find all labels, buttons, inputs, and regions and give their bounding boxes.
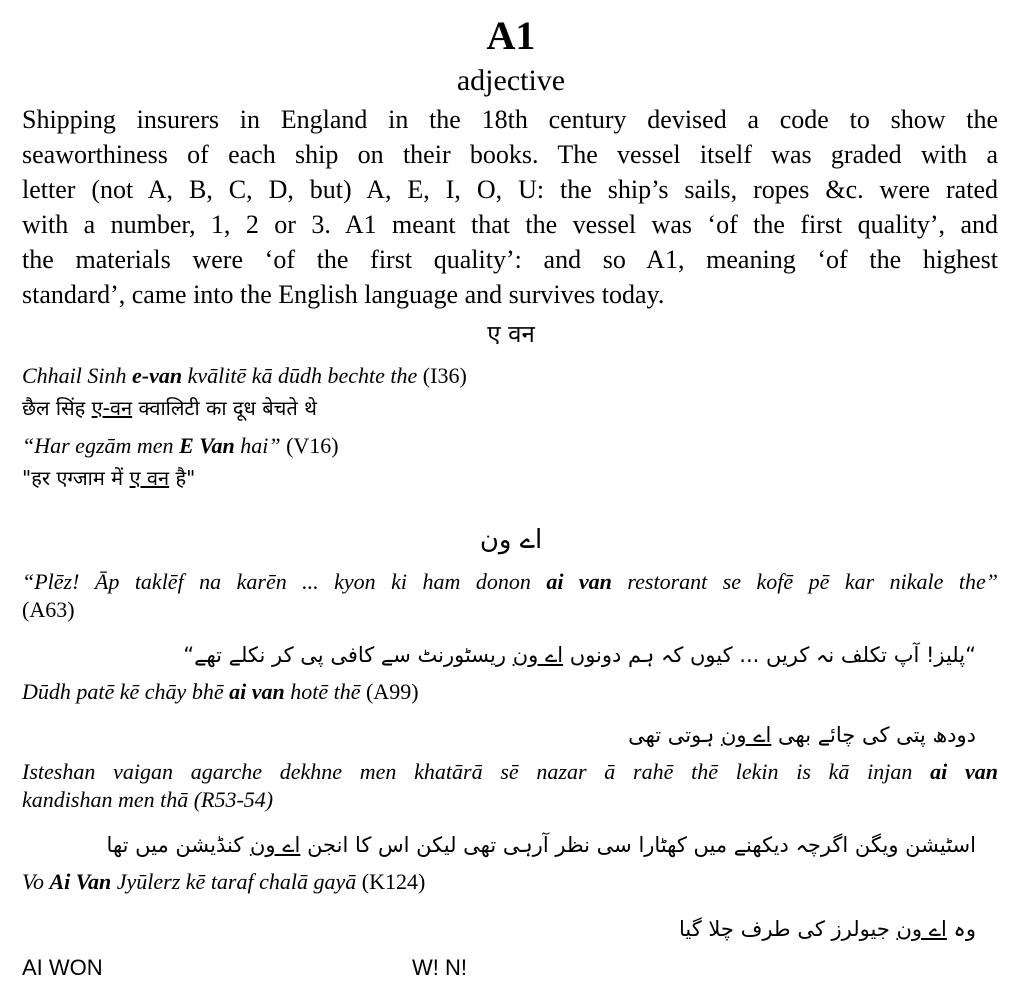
hindi-example-script: "हर एग्जाम में ए वन है" <box>22 466 196 490</box>
urdu-example-translit: “Plēz! Āp taklēf na karēn ... kyon ki ham donon ai van restorant se kofē pē kar nikale the” <box>22 569 998 594</box>
hindi-heading: ए वन <box>487 320 535 348</box>
headword: A1 <box>486 13 536 58</box>
urdu-example-translit: Dūdh patē kē chāy bhē ai van hotē thē (A99) <box>22 679 419 704</box>
hindi-example-translit: Chhail Sinh e-van kvālitē kā dūdh bechte the (I36) <box>22 363 467 388</box>
urdu-example-script: اسٹیشن ویگن اگرچہ دیکھنے میں کھٹارا سی نظر آرہی تھی لیکن اس کا انجن اے ون کنڈیشن میں تھا <box>106 833 976 857</box>
definition-line: letter (not A, B, C, D, but) A, E, I, O, U: the ship’s sails, ropes &c. were rated <box>22 175 998 204</box>
hindi-example-translit: “Har egzām men E Van hai” (V16) <box>22 433 339 458</box>
definition-line: with a number, 1, 2 or 3. A1 meant that the vessel was ‘of the first quality’, and <box>22 210 998 239</box>
urdu-example-translit-cont: kandishan men thā (R53-54) <box>22 787 274 812</box>
footer-left: AI WON <box>22 955 103 980</box>
urdu-example-script: دودھ پتی کی چائے بھی اے ون ہوتی تھی <box>628 723 976 747</box>
urdu-heading: اے ون <box>479 525 543 555</box>
urdu-example-script: وہ اے ون جیولرز کی طرف چلا گیا <box>678 917 976 941</box>
urdu-example-ref: (A63) <box>22 597 75 622</box>
definition-line: Shipping insurers in England in the 18th century devised a code to show the <box>22 105 998 134</box>
part-of-speech: adjective <box>456 64 566 97</box>
definition-line: standard’, came into the English language and survives today. <box>22 280 665 309</box>
definition-line: seaworthiness of each ship on their books. The vessel itself was graded with a <box>22 140 998 169</box>
urdu-example-translit: Vo Ai Van Jyūlerz kē taraf chalā gayā (K124) <box>22 869 426 894</box>
definition-line: the materials were ‘of the first quality’: and so A1, meaning ‘of the highest <box>22 245 998 274</box>
hindi-example-script: छैल सिंह ए-वन क्वालिटी का दूध बेचते थे <box>22 396 317 420</box>
definition <box>22 102 998 312</box>
urdu-example-translit: Isteshan vaigan agarche dekhne men khatārā sē nazar ā rahē thē lekin is kā injan ai van <box>22 759 998 784</box>
urdu-example-script: “پلیز! آپ تکلف نہ کریں ... کیوں کہ ہم دونوں اے ون ریسٹورنٹ سے کافی پی کر نکلے تھے“ <box>183 643 976 667</box>
footer-right: W! N! <box>412 955 467 980</box>
